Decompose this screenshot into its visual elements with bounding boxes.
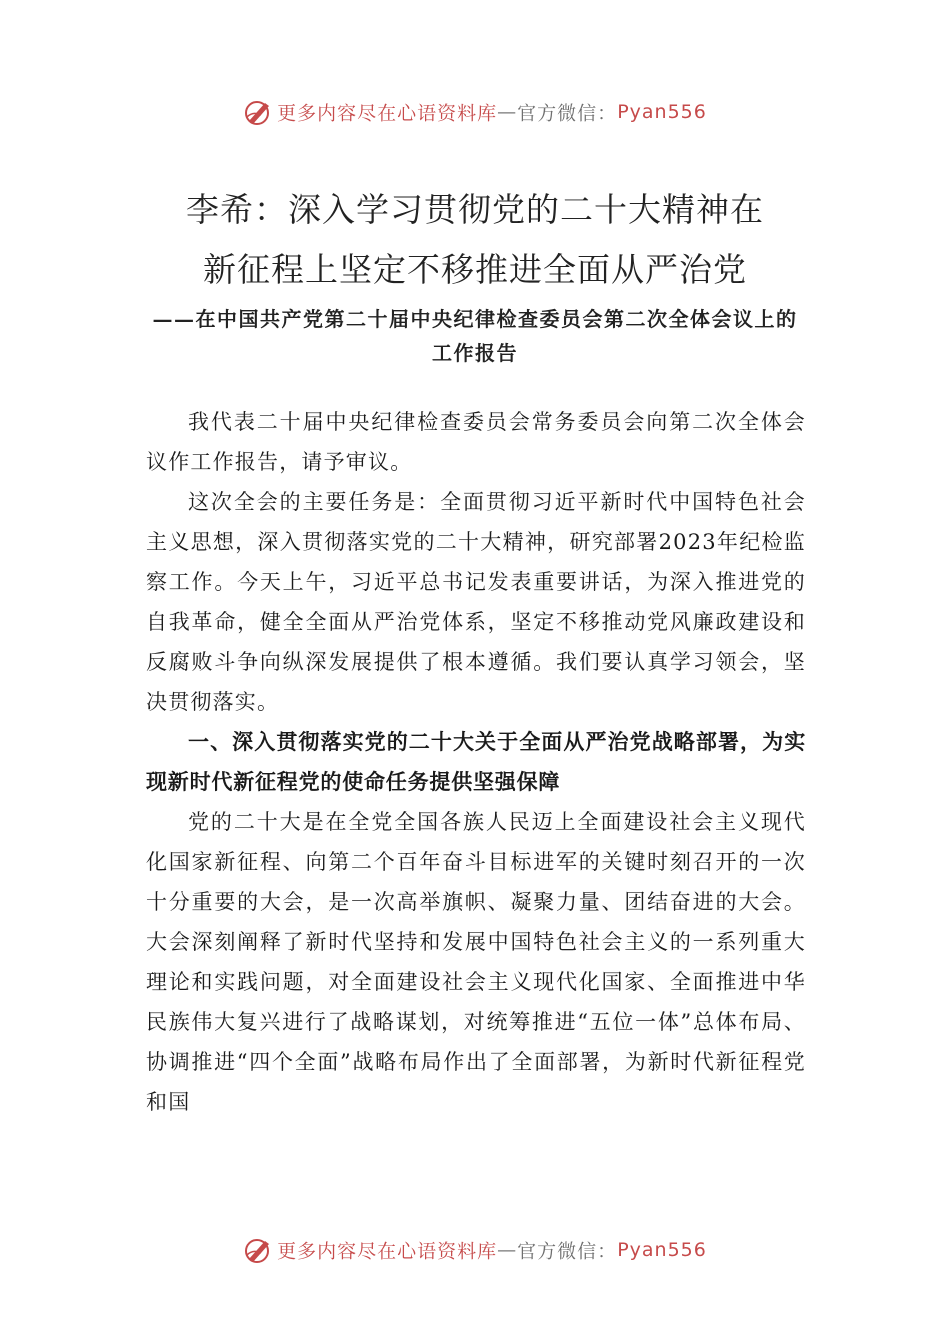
watermark-account: Pyan556 [617, 101, 707, 123]
watermark-account: Pyan556 [617, 1239, 707, 1261]
watermark-footer [0, 1235, 950, 1265]
document-body [146, 402, 806, 1122]
watermark-separator: — [497, 1239, 518, 1261]
watermark-separator: — [497, 101, 518, 123]
watermark-text: 更多内容尽在心语资料库 [277, 1240, 498, 1263]
document-title-line-2: 新征程上坚定不移推进全面从严治党 [203, 250, 747, 289]
watermark-header [0, 97, 950, 127]
paragraph-intro: 我代表二十届中央纪律检查委员会常务委员会向第二次全体会议作工作报告，请予审议。 [146, 410, 806, 474]
section-heading: 一、深入贯彻落实党的二十大关于全面从严治党战略部署，为实现新时代新征程党的使命任务提供坚强保障 [146, 730, 806, 794]
paragraph-tasks: 这次全会的主要任务是：全面贯彻习近平新时代中国特色社会主义思想，深入贯彻落实党的二十大精神，研究部署2023年纪检监察工作。今天上午，习近平总书记发表重要讲话，为深入推进党的自我革命，健全全面从严治党体系，坚定不移推动党风廉政建设和反腐败斗争向纵深发展提供了根本遵循。我们要认真学习领会，坚决贯彻落实。 [146, 490, 806, 714]
document-subtitle: ——在中国共产党第二十届中央纪律检查委员会第二次全体会议上的工作报告 [152, 307, 798, 365]
section-paragraph: 党的二十大是在全党全国各族人民迈上全面建设社会主义现代化国家新征程、向第二个百年奋斗目标进军的关键时刻召开的一次十分重要的大会，是一次高举旗帜、凝聚力量、团结奋进的大会。大会深刻阐释了新时代坚持和发展中国特色社会主义的一系列重大理论和实践问题，对全面建设社会主义现代化国家、全面推进中华民族伟大复兴进行了战略谋划，对统筹推进“五位一体”总体布局、协调推进“四个全面”战略布局作出了全面部署，为新时代新征程党和国 [146, 810, 806, 1114]
document-title-line-1: 李希：深入学习贯彻党的二十大精神在 [186, 190, 764, 229]
pen-scroll-logo-icon [243, 1235, 273, 1265]
watermark-label: 官方微信： [517, 1240, 618, 1263]
watermark-text: 更多内容尽在心语资料库 [277, 102, 498, 125]
pen-scroll-logo-icon [243, 97, 273, 127]
watermark-label: 官方微信： [517, 102, 618, 125]
